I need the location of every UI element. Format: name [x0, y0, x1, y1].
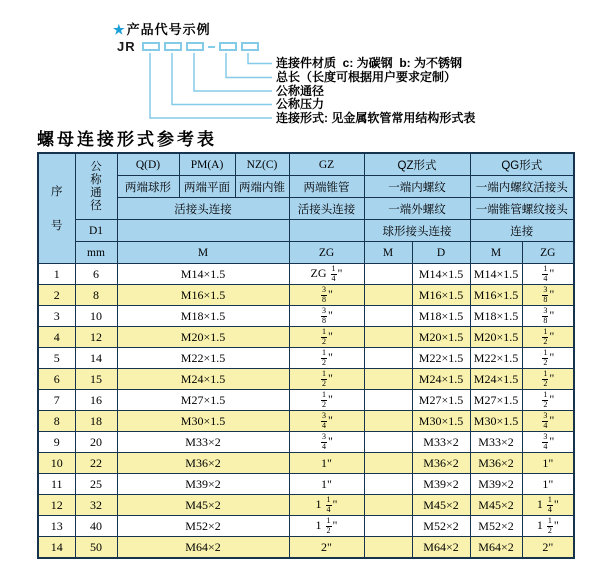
code-box-4 [219, 42, 237, 51]
header-sub-gz: 两端锥管 [289, 176, 364, 198]
cell-seq: 4 [38, 327, 75, 348]
header-mm: mm [75, 242, 117, 264]
seq-char-top: 序 [51, 185, 63, 198]
cell-gz: $\frac{3}{8}$ " [289, 306, 364, 327]
table-body [38, 264, 574, 559]
cell-seq: 14 [38, 537, 75, 559]
cell-qz-m [364, 369, 412, 390]
cell-qz-d: M52×2 [412, 516, 470, 537]
cell-qz-d: M18×1.5 [412, 306, 470, 327]
cell-mm: 50 [75, 537, 117, 559]
header-nominal-diameter: 公 称 通 径 [75, 153, 117, 220]
cell-gz: $\frac{1}{2}$ " [289, 327, 364, 348]
cell-mm: 25 [75, 474, 117, 495]
cell-qz-d: M33×2 [412, 432, 470, 453]
cell-seq: 13 [38, 516, 75, 537]
cell-qg-m: M18×1.5 [470, 306, 522, 327]
cell-seq: 7 [38, 390, 75, 411]
cell-gz: $\frac{3}{4}$ " [289, 432, 364, 453]
empty-header-cell-gz [289, 220, 364, 242]
cell-seq: 11 [38, 474, 75, 495]
header-seq [38, 153, 75, 264]
cell-mm: 22 [75, 453, 117, 474]
empty-header-cell-m [117, 220, 289, 242]
cell-gz: 2" [289, 537, 364, 559]
code-dash [208, 46, 215, 48]
header-col-qd: Q(D) [117, 153, 179, 176]
label-material: 连接件材质 c: 为碳钢 b: 为不锈钢 [276, 56, 463, 70]
header-ball-joint-qz: 球形接头连接 [364, 220, 470, 242]
cell-qz-m [364, 348, 412, 369]
cell-gz: $\frac{1}{2}$ " [289, 369, 364, 390]
cell-qg-m: M64×2 [470, 537, 522, 559]
cell-qg-m: M33×2 [470, 432, 522, 453]
cell-qg-zg: $\frac{1}{2}$ " [522, 369, 574, 390]
cell-qz-d: M45×2 [412, 495, 470, 516]
cell-qg-m: M45×2 [470, 495, 522, 516]
diagram-title-text: 产品代号示例 [126, 22, 211, 37]
cell-qz-d: M20×1.5 [412, 327, 470, 348]
cell-qg-zg: $\frac{1}{2}$ " [522, 327, 574, 348]
cell-m-thread: M45×2 [117, 495, 289, 516]
table-row [38, 264, 574, 285]
cell-seq: 1 [38, 264, 75, 285]
cell-qz-d: M36×2 [412, 453, 470, 474]
cell-seq: 5 [38, 348, 75, 369]
table-row [38, 411, 574, 432]
label-nominal-pressure: 公称压力 [276, 97, 325, 111]
table-row [38, 516, 574, 537]
cell-qg-m: M24×1.5 [470, 369, 522, 390]
cell-qz-d: M39×2 [412, 474, 470, 495]
header-d1: D1 [75, 220, 117, 242]
code-box-2 [164, 42, 182, 51]
cell-m-thread: M20×1.5 [117, 327, 289, 348]
cell-qz-m [364, 495, 412, 516]
cell-m-thread: M18×1.5 [117, 306, 289, 327]
header-sub-nzc: 两端内锥 [235, 176, 289, 198]
cell-mm: 14 [75, 348, 117, 369]
cell-qg-zg: 2" [522, 537, 574, 559]
header-connect-qg: 连接 [470, 220, 574, 242]
cell-m-thread: M24×1.5 [117, 369, 289, 390]
cell-qz-m [364, 264, 412, 285]
cell-qz-m [364, 453, 412, 474]
header-sub-qd: 两端球形 [117, 176, 179, 198]
cell-mm: 8 [75, 285, 117, 306]
header-col-nzc: NZ(C) [235, 153, 289, 176]
cell-gz: 1" [289, 474, 364, 495]
code-prefix: JR [117, 39, 136, 54]
cell-qg-zg: $\frac{3}{4}$ " [522, 411, 574, 432]
star-icon: ★ [113, 22, 126, 37]
diagram-title [113, 19, 211, 38]
header-col-pma: PM(A) [179, 153, 235, 176]
header-sub-pma: 两端平面 [179, 176, 235, 198]
table-title: 螺母连接形式参考表 [37, 130, 217, 150]
cell-seq: 2 [38, 285, 75, 306]
cell-mm: 40 [75, 516, 117, 537]
cell-qz-m [364, 327, 412, 348]
cell-mm: 32 [75, 495, 117, 516]
cell-seq: 3 [38, 306, 75, 327]
cell-qz-d: M64×2 [412, 537, 470, 559]
table-row [38, 327, 574, 348]
cell-seq: 9 [38, 432, 75, 453]
cell-qg-m: M22×1.5 [470, 348, 522, 369]
cell-qz-d: M22×1.5 [412, 348, 470, 369]
table-row [38, 537, 574, 559]
cell-mm: 18 [75, 411, 117, 432]
header-col-qz: QZ形式 [364, 153, 470, 176]
cell-gz: ZG $\frac{1}{4}$ " [289, 264, 364, 285]
cell-gz: $\frac{3}{8}$ " [289, 285, 364, 306]
header-unit-m: M [117, 242, 289, 264]
code-box-5 [241, 42, 259, 51]
cell-gz: $\frac{1}{2}$ " [289, 348, 364, 369]
table-row [38, 369, 574, 390]
cell-mm: 20 [75, 432, 117, 453]
cell-m-thread: M39×2 [117, 474, 289, 495]
cell-qg-m: M30×1.5 [470, 411, 522, 432]
cell-qg-zg: $\frac{3}{8}$ " [522, 306, 574, 327]
header-sub-qz: 一端内螺纹 [364, 176, 470, 198]
header-unit-qg-zg: ZG [522, 242, 574, 264]
cell-qg-m: M36×2 [470, 453, 522, 474]
cell-qg-m: M20×1.5 [470, 327, 522, 348]
cell-qz-m [364, 516, 412, 537]
cell-qz-d: M16×1.5 [412, 285, 470, 306]
cell-mm: 12 [75, 327, 117, 348]
header-unit-qz-m: M [364, 242, 412, 264]
cell-qg-m: M27×1.5 [470, 390, 522, 411]
cell-qg-m: M16×1.5 [470, 285, 522, 306]
cell-qg-zg: $\frac{1}{4}$ " [522, 264, 574, 285]
header-col-qg: QG形式 [470, 153, 574, 176]
table-row [38, 390, 574, 411]
cell-qg-zg: 1" [522, 453, 574, 474]
cell-qg-zg: $\frac{3}{8}$ " [522, 285, 574, 306]
cell-qg-zg: $\frac{3}{4}$ " [522, 432, 574, 453]
cell-mm: 15 [75, 369, 117, 390]
cell-qg-m: M52×2 [470, 516, 522, 537]
cell-qg-m: M14×1.5 [470, 264, 522, 285]
code-box-3 [186, 42, 204, 51]
cell-qz-m [364, 537, 412, 559]
table-row [38, 348, 574, 369]
header-ext-thread-qz: 一端外螺纹 [364, 198, 470, 220]
cell-gz: 1 $\frac{1}{2}$ " [289, 516, 364, 537]
cell-m-thread: M14×1.5 [117, 264, 289, 285]
code-box-1 [142, 42, 160, 51]
cell-qz-m [364, 285, 412, 306]
cell-qz-m [364, 390, 412, 411]
cell-gz: $\frac{1}{2}$ " [289, 390, 364, 411]
header-union-m: 活接头连接 [117, 198, 289, 220]
header-unit-qg-m: M [470, 242, 522, 264]
table-row [38, 495, 574, 516]
cell-gz: $\frac{3}{4}$ " [289, 411, 364, 432]
cell-seq: 10 [38, 453, 75, 474]
table-row [38, 432, 574, 453]
cell-qz-d: M27×1.5 [412, 390, 470, 411]
cell-mm: 6 [75, 264, 117, 285]
cell-qz-d: M24×1.5 [412, 369, 470, 390]
label-nominal-diameter: 公称通径 [276, 83, 325, 98]
cell-qg-zg: 1 $\frac{1}{2}$ " [522, 516, 574, 537]
cell-m-thread: M16×1.5 [117, 285, 289, 306]
table-row [38, 474, 574, 495]
cell-qz-m [364, 432, 412, 453]
header-sub-qg: 一端内螺纹活接头 [470, 176, 574, 198]
cell-qz-d: M30×1.5 [412, 411, 470, 432]
header-unit-qz-d: D [412, 242, 470, 264]
cell-qz-m [364, 306, 412, 327]
cell-mm: 16 [75, 390, 117, 411]
cell-seq: 6 [38, 369, 75, 390]
table-row [38, 453, 574, 474]
cell-seq: 8 [38, 411, 75, 432]
seq-char-bottom: 号 [51, 219, 63, 232]
cell-qg-zg: $\frac{1}{2}$ " [522, 390, 574, 411]
cell-seq: 12 [38, 495, 75, 516]
cell-gz: 1 $\frac{1}{4}$ " [289, 495, 364, 516]
header-unit-gz: ZG [289, 242, 364, 264]
cell-m-thread: M22×1.5 [117, 348, 289, 369]
label-total-length: 总长（长度可根据用户要求定制） [276, 70, 457, 84]
cell-qg-m: M39×2 [470, 474, 522, 495]
cell-m-thread: M52×2 [117, 516, 289, 537]
product-code-row [117, 39, 259, 54]
cell-qz-m [364, 411, 412, 432]
cell-qg-zg: 1 $\frac{1}{4}$ " [522, 495, 574, 516]
header-col-gz: GZ [289, 153, 364, 176]
cell-qz-m [364, 474, 412, 495]
label-connection-form: 连接形式: 见金属软管常用结构形式表 [276, 110, 476, 125]
table-row [38, 306, 574, 327]
cell-mm: 10 [75, 306, 117, 327]
header-union-gz: 活接头连接 [289, 198, 364, 220]
table-row [38, 285, 574, 306]
cell-m-thread: M64×2 [117, 537, 289, 559]
cell-m-thread: M33×2 [117, 432, 289, 453]
cell-m-thread: M27×1.5 [117, 390, 289, 411]
cell-m-thread: M36×2 [117, 453, 289, 474]
cell-m-thread: M30×1.5 [117, 411, 289, 432]
cell-gz: 1" [289, 453, 364, 474]
cell-qg-zg: $\frac{1}{2}$ " [522, 348, 574, 369]
header-taper-thread-qg: 一端锥管螺纹接头 [470, 198, 574, 220]
cell-qg-zg: 1" [522, 474, 574, 495]
cell-qz-d: M14×1.5 [412, 264, 470, 285]
nut-connection-table [37, 152, 575, 559]
